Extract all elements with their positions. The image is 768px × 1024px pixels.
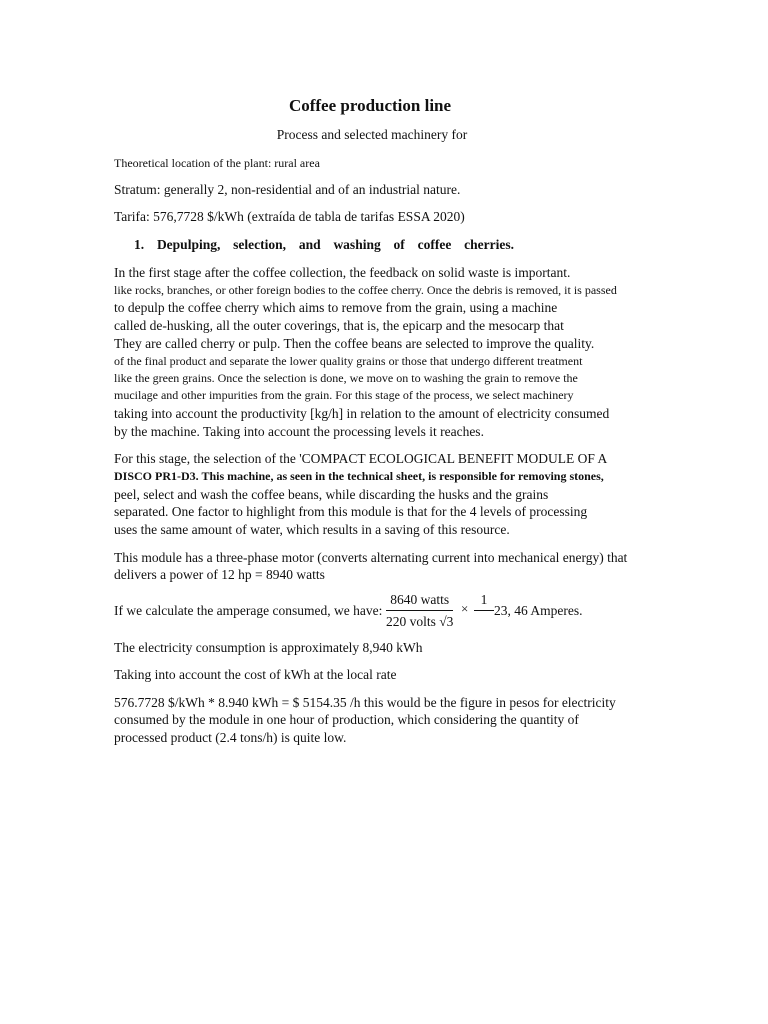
rate-note: Taking into account the cost of kWh at the local rate <box>114 667 397 682</box>
times-symbol: × <box>461 601 469 616</box>
fraction-denominator: 220 volts √3 <box>386 614 454 629</box>
tariff-text: Tarifa: 576,7728 $/kWh (extraída de tabla de tarifas ESSA 2020) <box>114 209 465 224</box>
paragraph-line: delivers a power of 12 hp = 8940 watts <box>114 567 325 582</box>
paragraph-line: like the green grains. Once the selection is done, we move on to washing the grain to remove the <box>114 371 578 385</box>
heading-word: washing <box>333 237 381 252</box>
stratum-text: Stratum: generally 2, non-residential and of an industrial nature. <box>114 182 461 197</box>
heading-word: of <box>393 237 405 252</box>
paragraph-line: by the machine. Taking into account the processing levels it reaches. <box>114 424 484 439</box>
second-fraction <box>474 592 494 611</box>
heading-word: coffee <box>417 237 452 252</box>
paragraph-line: consumed by the module in one hour of production, which considering the quantity of <box>114 712 579 727</box>
plant-location: Theoretical location of the plant: rural area <box>114 156 320 170</box>
paragraph-line: 576.7728 $/kWh * 8.940 kWh = $ 5154.35 /h this would be the figure in pesos for electricity <box>114 695 616 710</box>
main-fraction <box>386 592 453 630</box>
paragraph-line: uses the same amount of water, which results in a saving of this resource. <box>114 522 510 537</box>
consumption-text: The electricity consumption is approximately 8,940 kWh <box>114 640 423 655</box>
heading-word: 1. <box>134 237 145 252</box>
heading-word: cherries. <box>464 237 514 252</box>
heading-word: Depulping, <box>156 237 221 252</box>
paragraph-line: of the final product and separate the lower quality grains or those that undergo different treatment <box>114 354 583 368</box>
paragraph-line: DISCO PR1-D3. This machine, as seen in the technical sheet, is responsible for removing stones, <box>114 469 604 483</box>
section-heading <box>134 237 514 253</box>
heading-word: and <box>298 237 321 252</box>
paragraph-line: taking into account the productivity [kg/h] in relation to the amount of electricity consumed <box>114 406 610 421</box>
paragraph-line: separated. One factor to highlight from this module is that for the 4 levels of processing <box>114 504 588 519</box>
paragraph-line: processed product (2.4 tons/h) is quite low. <box>114 730 347 745</box>
equation-result: 23, 46 Amperes. <box>494 603 583 618</box>
paragraph-line: For this stage, the selection of the 'COMPACT ECOLOGICAL BENEFIT MODULE OF A <box>114 451 608 466</box>
paragraph-line: This module has a three-phase motor (converts alternating current into mechanical energy) that <box>114 550 628 565</box>
fraction-numerator: 8640 watts <box>386 592 453 611</box>
heading-word: selection, <box>233 237 287 252</box>
amperage-equation <box>114 592 634 628</box>
paragraph-line: In the first stage after the coffee collection, the feedback on solid waste is important. <box>114 265 571 280</box>
paragraph-line: like rocks, branches, or other foreign bodies to the coffee cherry. Once the debris is removed, it is passed <box>114 283 617 297</box>
paragraph-line: to depulp the coffee cherry which aims to remove from the grain, using a machine <box>114 300 558 315</box>
document-title: Coffee production line <box>288 96 452 115</box>
paragraph-line: They are called cherry or pulp. Then the coffee beans are selected to improve the quality. <box>114 336 595 351</box>
paragraph-line: mucilage and other impurities from the grain. For this stage of the process, we select machinery <box>114 388 574 402</box>
paragraph-line: peel, select and wash the coffee beans, while discarding the husks and the grains <box>114 487 549 502</box>
fraction-numerator-2: 1 <box>474 592 494 611</box>
document-subtitle: Process and selected machinery for <box>276 127 468 142</box>
equation-prefix: If we calculate the amperage consumed, we have: <box>114 603 383 618</box>
paragraph-line: called de-husking, all the outer coverings, that is, the epicarp and the mesocarp that <box>114 318 564 333</box>
